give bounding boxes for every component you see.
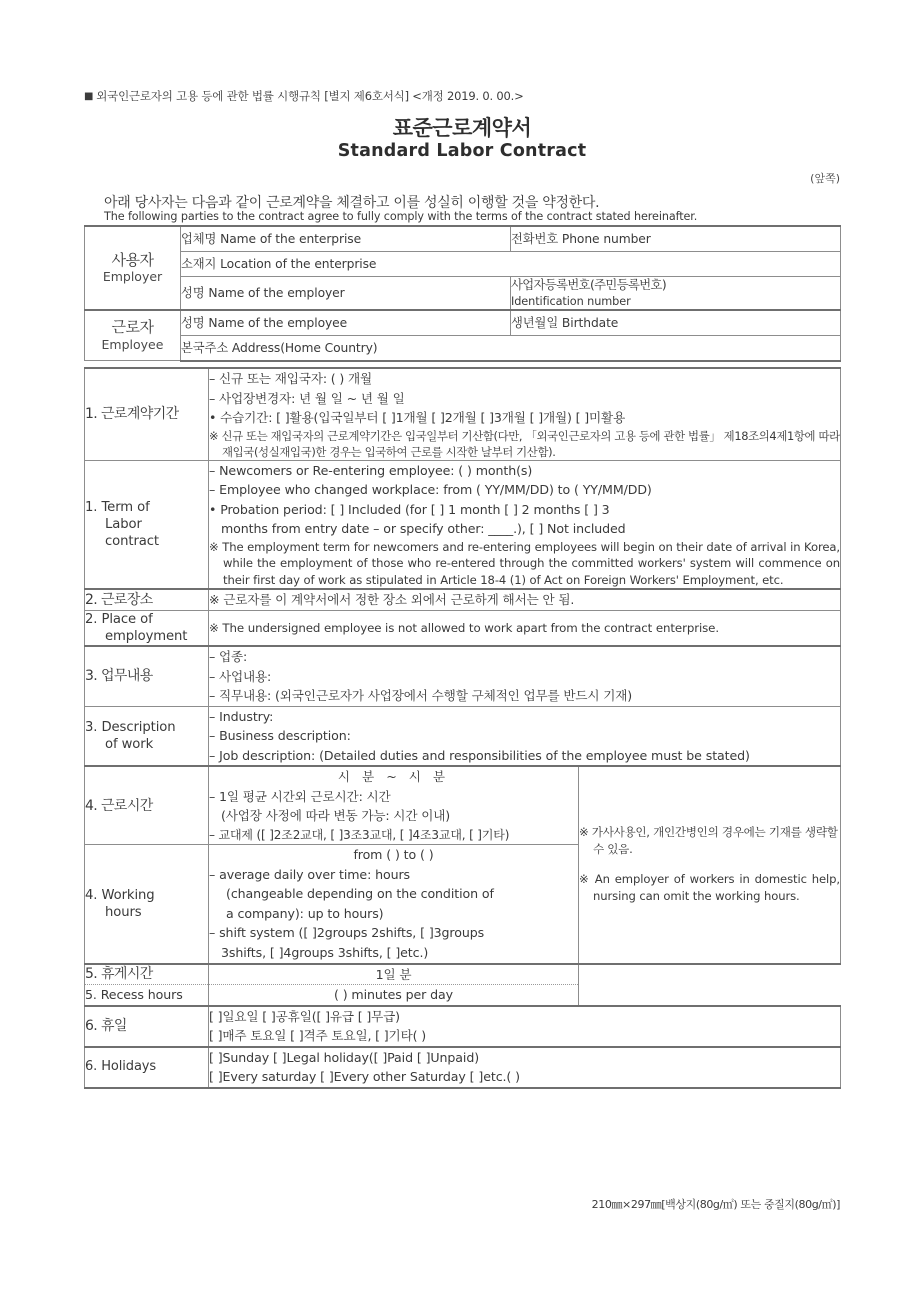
term-en-line2[interactable]: – Employee who changed workplace: from ( YY/MM/DD) to ( YY/MM/DD) (209, 482, 652, 498)
contract-sections-table (84, 367, 841, 1089)
employee-name-field[interactable]: 성명 Name of the employee (181, 310, 511, 336)
hours-ko-overtime[interactable]: – 1일 평균 시간외 근로시간: 시간 (209, 788, 391, 804)
section-label-term-en (85, 460, 209, 589)
section-body-term-en (209, 460, 841, 589)
enterprise-location-field[interactable]: 소재지 Location of the enterprise (181, 252, 841, 277)
term-en-note: ※ The employment term for newcomers and re-entering employees will begin on their date of arrival in Korea, while the employment of those who re-entered through the committed workers' system will commence on their first day of work as stipulated in Article 18-4 (1) of Act on Foreign Workers' Employment, etc. (209, 539, 841, 587)
home-address-field[interactable]: 본국주소 Address(Home Country) (181, 335, 841, 361)
recess-ko-empty-cell (579, 964, 841, 985)
hours-en-shift-b[interactable]: 3shifts, [ ]4groups 3shifts, [ ]etc.) (221, 944, 429, 960)
term-ko-probation[interactable]: • 수습기간: [ ]활용(입국일부터 [ ]1개월 [ ]2개월 [ ]3개월 [ ]개월) [ ]미활용 (209, 410, 626, 426)
identification-number-field[interactable] (511, 277, 841, 310)
section-body-holidays-en (209, 1047, 841, 1088)
section-label-holidays-en: 6. Holidays (85, 1047, 209, 1088)
table-row (85, 277, 841, 310)
work-en-label-line2: of work (105, 736, 154, 752)
table-row (85, 460, 841, 589)
work-ko-job[interactable]: – 직무내용: (외국인근로자가 사업장에서 수행할 구체적인 업무를 반드시 기재) (209, 688, 633, 704)
place-en-label-line2: employment (105, 629, 188, 645)
table-row (85, 310, 841, 336)
hours-en-variable-a[interactable]: (changeable depending on the condition of (226, 886, 494, 902)
id-number-label-en: Identification number (511, 294, 631, 308)
term-en-line1[interactable]: – Newcomers or Re-entering employee: ( ) month(s) (209, 462, 533, 478)
term-en-label-line1: 1. Term of (85, 499, 150, 515)
phone-number-field[interactable]: 전화번호 Phone number (511, 226, 841, 252)
table-row (85, 226, 841, 252)
recess-en-empty-cell (579, 985, 841, 1006)
recess-ko-value[interactable]: 1일 분 (375, 966, 412, 982)
work-en-job[interactable]: – Job description: (Detailed duties and responsibilities of the employee must be stated) (209, 747, 750, 763)
form-id-text: 외국인근로자의 고용 등에 관한 법률 시행규칙 [별지 제6호서식] <개정 2019. 0. 00.> (96, 89, 524, 103)
work-ko-business[interactable]: – 사업내용: (209, 668, 272, 684)
section-body-term-ko (209, 368, 841, 460)
work-ko-industry[interactable]: – 업종: (209, 649, 248, 665)
term-ko-line1[interactable]: – 신규 또는 재입국자: ( ) 개월 (209, 371, 373, 386)
section-label-holidays-ko: 6. 휴일 (85, 1006, 209, 1047)
table-row (85, 610, 841, 646)
term-en-probation-b[interactable]: months from entry date – or specify other: ____.), [ ] Not included (221, 521, 626, 537)
hours-ko-variable[interactable]: (사업장 사정에 따라 변동 가능: 시간 이내) (221, 808, 450, 824)
intro-text-english: The following parties to the contract agree to fully comply with the terms of the contract stated hereinafter. (104, 210, 698, 223)
section-body-holidays-ko (209, 1006, 841, 1047)
work-en-business[interactable]: – Business description: (209, 728, 351, 744)
employee-label-ko: 근로자 (111, 318, 154, 337)
section-label-hours-en (85, 845, 209, 964)
holidays-ko-line2[interactable]: [ ]매주 토요일 [ ]격주 토요일, [ ]기타( ) (209, 1028, 426, 1044)
table-row (85, 252, 841, 277)
hours-ko-shift[interactable]: – 교대제 ([ ]2조2교대, [ ]3조3교대, [ ]4조3교대, [ ]기타) (209, 827, 510, 842)
table-row (85, 706, 841, 766)
section-body-hours-ko (209, 766, 579, 845)
place-en-note: ※ The undersigned employee is not allowed to work apart from the contract enterprise. (209, 620, 719, 635)
hours-note-ko: ※ 가사사용인, 개인간병인의 경우에는 기재를 생략할 수 있음. (579, 825, 838, 857)
section-body-work-en (209, 706, 841, 766)
section-label-term-ko: 1. 근로계약기간 (85, 368, 209, 460)
hours-en-label-line1: 4. Working (85, 887, 155, 903)
section-label-place-en (85, 610, 209, 646)
recess-en-value[interactable]: ( ) minutes per day (333, 987, 453, 1003)
front-page-marker: (앞쪽) (810, 172, 840, 185)
section-body-place-ko (209, 589, 841, 610)
hours-note-en: ※ An employer of workers in domestic help, nursing can omit the working hours. (579, 871, 841, 904)
table-row (85, 1047, 841, 1088)
hours-en-shift-a[interactable]: – shift system ([ ]2groups 2shifts, [ ]3groups (209, 925, 485, 941)
section-label-recess-ko: 5. 휴게시간 (85, 964, 209, 985)
id-number-label-ko: 사업자등록번호(주민등록번호) (511, 278, 667, 292)
holidays-en-line2[interactable]: [ ]Every saturday [ ]Every other Saturday [ ]etc.( ) (209, 1069, 520, 1085)
place-ko-note: ※ 근로자를 이 계약서에서 정한 장소 외에서 근로하게 해서는 안 됨. (209, 592, 575, 608)
section-body-recess-en (209, 985, 579, 1006)
employer-label-ko: 사용자 (111, 250, 154, 269)
term-en-probation-a[interactable]: • Probation period: [ ] Included (for [ ] 1 month [ ] 2 months [ ] 3 (209, 501, 610, 517)
table-row (85, 985, 841, 1006)
employee-label-en: Employee (101, 337, 164, 353)
form-identifier (84, 88, 524, 104)
work-en-industry[interactable]: – Industry: (209, 708, 274, 724)
page-title-english: Standard Labor Contract (337, 141, 587, 161)
table-row (85, 335, 841, 361)
term-ko-line2[interactable]: – 사업장변경자: 년 월 일 ~ 년 월 일 (209, 390, 405, 406)
section-label-hours-ko: 4. 근로시간 (85, 766, 209, 845)
term-en-label-line3: contract (105, 534, 159, 550)
section-label-place-ko: 2. 근로장소 (85, 589, 209, 610)
term-en-label-line2: Labor (105, 517, 142, 533)
birthdate-field[interactable]: 생년월일 Birthdate (511, 310, 841, 336)
table-row (85, 646, 841, 706)
hours-en-time-range[interactable]: from ( ) to ( ) (353, 847, 434, 863)
section-label-work-ko: 3. 업무내용 (85, 646, 209, 706)
employee-label-cell (85, 310, 181, 361)
hours-en-variable-b[interactable]: a company): up to hours) (226, 905, 384, 921)
section-body-work-ko (209, 646, 841, 706)
employer-label-cell (85, 226, 181, 310)
holidays-ko-line1[interactable]: [ ]일요일 [ ]공휴일([ ]유급 [ ]무급) (209, 1008, 400, 1024)
section-label-recess-en: 5. Recess hours (85, 985, 209, 1006)
table-bottom-border (85, 1088, 841, 1089)
enterprise-name-field[interactable]: 업체명 Name of the enterprise (181, 226, 511, 252)
page-title-korean: 표준근로계약서 (392, 116, 532, 140)
table-row (85, 368, 841, 460)
employer-name-field[interactable]: 성명 Name of the employer (181, 277, 511, 310)
table-row (85, 589, 841, 610)
section-body-hours-en (209, 845, 579, 964)
table-row (85, 766, 841, 845)
table-row (85, 1006, 841, 1047)
working-hours-omission-note (579, 766, 841, 963)
paper-specification-footer: 210㎜×297㎜[백상지(80g/㎡) 또는 중질지(80g/㎡)] (591, 1198, 840, 1211)
place-en-label-line1: 2. Place of (85, 611, 153, 627)
hours-en-overtime[interactable]: – average daily over time: hours (209, 866, 411, 882)
holidays-en-line1[interactable]: [ ]Sunday [ ]Legal holiday([ ]Paid [ ]Unpaid) (209, 1049, 480, 1065)
section-label-work-en (85, 706, 209, 766)
term-ko-note: ※ 신규 또는 재입국자의 근로계약기간은 입국일부터 기산함(다만, 「외국인근로자의 고용 등에 관한 법률」 제18조의4제1항에 따라 재입국(성실재입국)한 경우는 입국하여 근로를 시작한 날부터 기산함). (209, 428, 840, 459)
hours-en-label-line2: hours (105, 904, 142, 920)
intro-text-korean: 아래 당사자는 다음과 같이 근로계약을 체결하고 이를 성실히 이행할 것을 약정한다. (104, 195, 600, 211)
bullet-square-icon: ■ (84, 91, 94, 102)
employer-label-en: Employer (102, 269, 163, 285)
hours-ko-time-range[interactable]: 시 분 ~ 시 분 (337, 769, 450, 785)
parties-table (84, 225, 841, 362)
table-row (85, 964, 841, 985)
section-body-recess-ko (209, 964, 579, 985)
work-en-label-line1: 3. Description (85, 719, 176, 735)
section-body-place-en (209, 610, 841, 646)
